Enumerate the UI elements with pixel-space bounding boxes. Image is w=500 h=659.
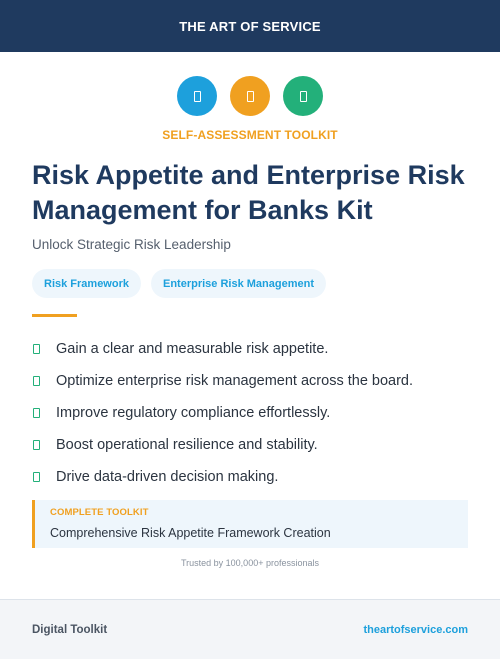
check-icon (33, 408, 40, 418)
website-link[interactable]: theartofservice.com (363, 623, 468, 636)
benefit-text: Improve regulatory compliance effortlessly. (56, 405, 331, 421)
header-bar (0, 0, 500, 52)
document-icon (194, 91, 201, 102)
list-item (32, 333, 472, 365)
list-item (32, 397, 472, 429)
list-item (32, 365, 472, 397)
footer (0, 599, 500, 659)
benefit-text: Gain a clear and measurable risk appetite. (56, 341, 329, 357)
tag-list (32, 269, 326, 298)
check-icon (33, 344, 40, 354)
document-icon (247, 91, 254, 102)
footer-label: Digital Toolkit (32, 623, 108, 636)
benefit-list (32, 333, 472, 493)
page-title: Risk Appetite and Enterprise Risk Management for Banks Kit (32, 160, 465, 225)
check-icon (33, 376, 40, 386)
check-icon (33, 472, 40, 482)
toolkit-callout (32, 500, 468, 548)
accent-divider (32, 314, 77, 317)
document-icon-blue (177, 76, 217, 116)
document-icon-orange (230, 76, 270, 116)
check-icon (33, 440, 40, 450)
eyebrow-label: SELF-ASSESSMENT TOOLKIT (162, 128, 338, 142)
benefit-text: Optimize enterprise risk management across the board. (56, 373, 414, 389)
tag-enterprise-risk-management: Enterprise Risk Management (151, 269, 326, 298)
icon-row (0, 76, 500, 116)
callout-text: Comprehensive Risk Appetite Framework Creation (50, 526, 331, 540)
list-item (32, 429, 472, 461)
brand-title: THE ART OF SERVICE (179, 18, 321, 34)
benefit-text: Drive data-driven decision making. (56, 469, 279, 485)
tag-risk-framework: Risk Framework (32, 269, 141, 298)
document-icon-green (283, 76, 323, 116)
list-item (32, 461, 472, 493)
callout-label: COMPLETE TOOLKIT (50, 507, 149, 518)
benefit-text: Boost operational resilience and stability. (56, 437, 318, 453)
document-icon (300, 91, 307, 102)
trust-note: Trusted by 100,000+ professionals (180, 558, 319, 568)
subtitle: Unlock Strategic Risk Leadership (32, 237, 231, 252)
